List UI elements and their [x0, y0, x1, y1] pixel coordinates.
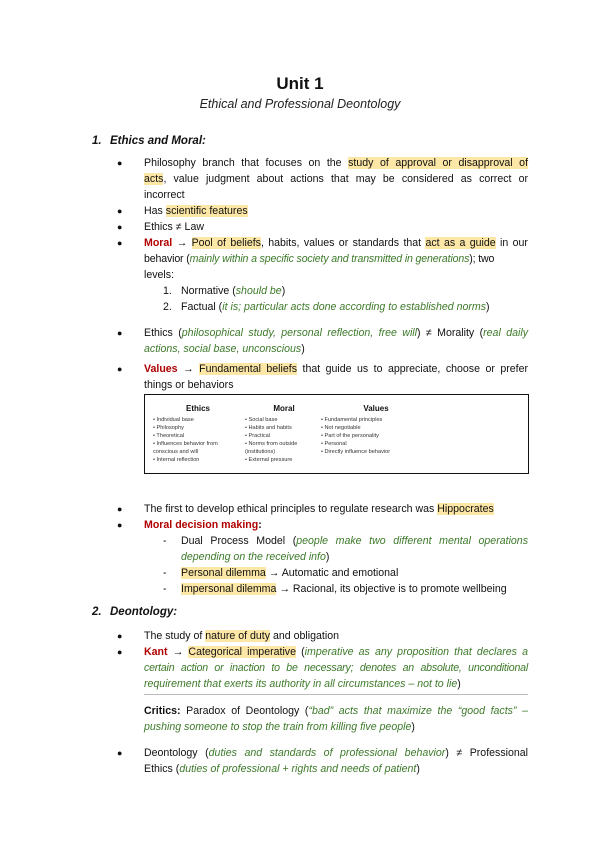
s2-b3-line1: Deontology (duties and standards of professional behavior) ≠ Professional — [144, 747, 529, 759]
level-factual: Factual (it is; particular acts done according to established norms) — [181, 301, 490, 313]
s1-b4-line1: Moral → Pool of beliefs, habits, values or standards that act as a guide in our — [144, 237, 528, 249]
bullet-icon: ● — [117, 748, 123, 758]
divider — [144, 694, 528, 695]
bullet-icon: ● — [117, 631, 123, 641]
bullet-icon: ● — [117, 364, 123, 374]
s1-b5-line2: actions, social base, unconscious) — [144, 343, 305, 355]
s1-b5-line1: Ethics (philosophical study, personal reflection, free will) ≠ Morality (real daily — [144, 327, 528, 339]
s1-b1-line1: Philosophy branch that focuses on the study of approval or disapproval of — [144, 157, 529, 169]
level-number: 1. — [163, 285, 172, 297]
bullet-icon: ● — [117, 520, 123, 530]
critics-line2: pushing someone to stop the train from killing five people) — [144, 721, 415, 733]
s1-b6-line2: things or behaviors — [144, 379, 234, 391]
level-normative: Normative (should be) — [181, 285, 286, 297]
impersonal-dilemma: Impersonal dilemma → Racional, its objective is to promote wellbeing — [181, 583, 507, 595]
s1-b1-line2: acts, value judgment about actions that may be considered as correct or — [144, 173, 528, 185]
bullet-icon: ● — [117, 504, 123, 514]
s1-b4-line2: behavior (mainly within a specific society and transmitted in generations); two — [144, 253, 495, 265]
s1-b3: Ethics ≠ Law — [144, 221, 204, 233]
bullet-icon: ● — [117, 206, 123, 216]
table-col-ethics: Ethics • Individual base • Philosophy • Theoretical • Influences behavior from conscious and will • Internal reflection — [153, 404, 218, 463]
dash-icon: - — [163, 535, 167, 547]
bullet-icon: ● — [117, 647, 123, 657]
page-subtitle: Ethical and Professional Deontology — [199, 97, 401, 111]
s2-b2-line1: Kant → Categorical imperative (imperative as any proposition that declares a — [144, 646, 528, 658]
s2-b1: The study of nature of duty and obligation — [144, 630, 339, 642]
s1-b4-line3: levels: — [144, 269, 175, 281]
dash-icon: - — [163, 567, 167, 579]
s1-b7: The first to develop ethical principles to regulate research was Hippocrates — [144, 503, 494, 515]
section-1-heading: 1. Ethics and Moral: — [92, 135, 206, 147]
s1-b8: Moral decision making: — [144, 519, 262, 531]
s2-b2-line3: requirement that exerts its authority in all circumstances – not to lie) — [144, 678, 461, 690]
s1-b2: Has scientific features — [144, 205, 248, 217]
bullet-icon: ● — [117, 158, 123, 168]
bullet-icon: ● — [117, 328, 123, 338]
table-col-values: Values • Fundamental principles • Not negotiable • Part of the personality • Personal • Directly influence behavior — [321, 404, 391, 455]
s2-b3-line2: Ethics (duties of professional + rights and needs of patient) — [144, 763, 420, 775]
bullet-icon: ● — [117, 222, 123, 232]
section-2-heading: 2. Deontology: — [92, 606, 178, 618]
dual-process-line1: Dual Process Model (people make two different mental operations — [181, 535, 528, 547]
ethics-moral-values-table — [144, 394, 529, 474]
personal-dilemma: Personal dilemma → Automatic and emotional — [181, 567, 399, 579]
bullet-icon: ● — [117, 238, 123, 248]
critics-line1: Critics: Paradox of Deontology (“bad” acts that maximize the “good facts” – — [144, 705, 528, 717]
dash-icon: - — [163, 583, 167, 595]
s1-b6-line1: Values → Fundamental beliefs that guide us to appreciate, choose or prefer — [144, 363, 528, 375]
level-number: 2. — [163, 301, 172, 313]
s2-b2-line2: certain action or inaction to be necessary; denotes an absolute, unconditional — [144, 662, 528, 674]
s1-b1-line3: incorrect — [144, 189, 185, 201]
dual-process-line2: depending on the received info) — [181, 551, 330, 563]
page-title: Unit 1 — [276, 74, 324, 93]
table-col-moral: Moral • Social base • Habits and habits • Practical • Norms from outside (institutions) • External pressure — [245, 404, 298, 463]
